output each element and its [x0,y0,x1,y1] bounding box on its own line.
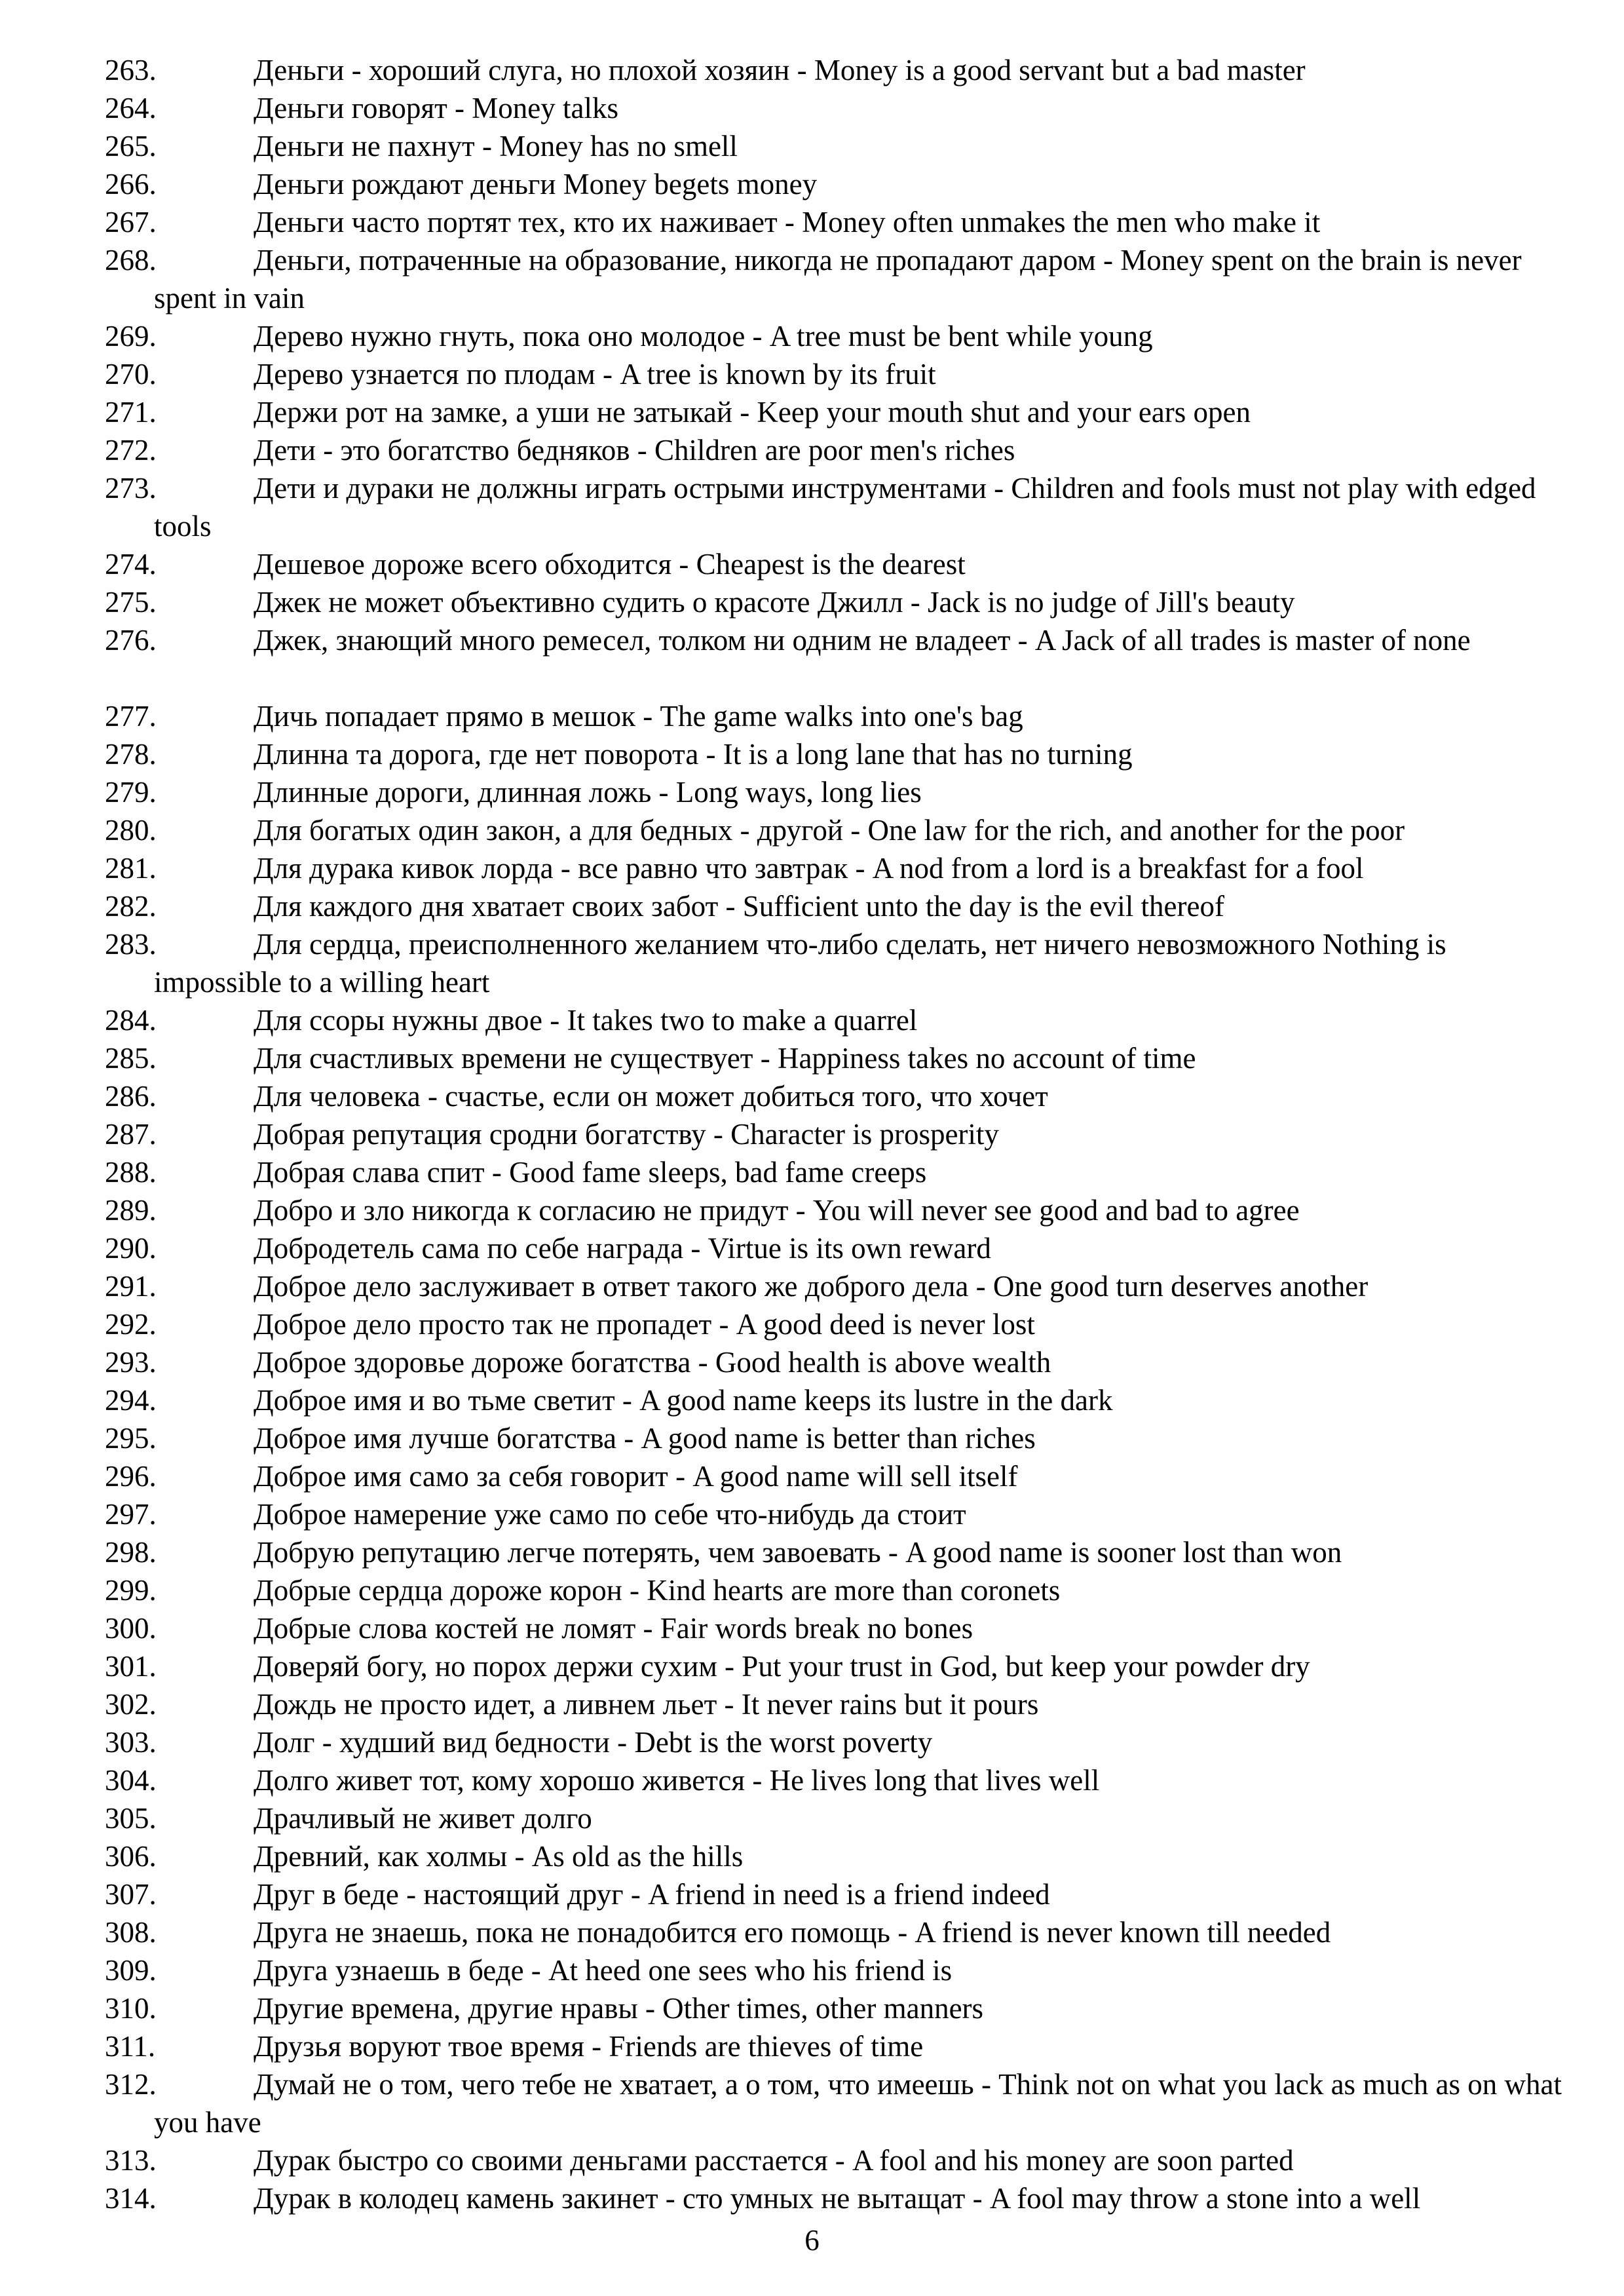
list-item [105,1989,1579,2027]
entry-text: Древний, как холмы - As old as the hills [254,1840,744,1873]
entry-text: Дешевое дороже всего обходится - Cheapest is the dearest [254,548,966,581]
entry-text: Деньги говорят - Money talks [254,92,618,124]
entry-number: 263. [105,54,157,86]
entry-number: 311. [105,2030,156,2063]
entry-number: 299. [105,1574,157,1607]
entry-number: 266. [105,168,157,201]
list-item [105,735,1579,773]
list-item [105,393,1579,431]
list-item [105,1609,1579,1647]
entry-text: Джек не может объективно судить о красоте Джилл - Jack is no judge of Jill's beauty [254,586,1295,619]
entry-number: 305. [105,1802,157,1835]
entry-text: Дети - это богатство бедняков - Children are poor men's riches [254,434,1015,467]
entry-number: 306. [105,1840,157,1873]
list-item [105,2141,1579,2179]
list-item [105,1495,1579,1533]
list-item [105,1685,1579,1723]
entry-text: Добрые слова костей не ломят - Fair words break no bones [254,1612,973,1645]
list-item [105,1419,1579,1457]
list-item [105,1571,1579,1609]
entry-number: 281. [105,852,157,885]
list-item [105,1267,1579,1305]
list-item [105,317,1579,355]
entry-number: 313. [105,2144,157,2177]
entry-number: 271. [105,396,157,429]
entry-number: 293. [105,1346,157,1379]
entry-text: Для каждого дня хватает своих забот - Sufficient unto the day is the evil thereof [254,890,1224,923]
entry-text: Для человека - счастье, если он может добиться того, что хочет [254,1080,1048,1113]
entry-number: 310. [105,1992,157,2025]
entry-text: Деньги - хороший слуга, но плохой хозяин - Money is a good servant but a bad master [254,54,1306,86]
entry-text: Другие времена, другие нравы - Other times, other manners [254,1992,984,2025]
entry-text: Джек, знающий много ремесел, толком ни одним не владеет - A Jack of all trades is master of none [254,624,1471,657]
entry-text: Деньги не пахнут - Money has no smell [254,130,738,163]
list-item [105,1799,1579,1837]
entry-number: 267. [105,206,157,239]
list-item [105,1951,1579,1989]
entry-number: 312. [105,2068,157,2101]
list-item [105,1077,1579,1115]
list-item [105,887,1579,925]
entry-text: Друзья воруют твое время - Friends are thieves of time [254,2030,924,2063]
entry-text: Дичь попадает прямо в мешок - The game walks into one's bag [254,700,1023,733]
entry-text: Доброе дело заслуживает в ответ такого же доброго дела - One good turn deserves another [254,1270,1369,1303]
entry-text: Добродетель сама по себе награда - Virtue is its own reward [254,1232,991,1265]
entry-text: Длинна та дорога, где нет поворота - It is a long lane that has no turning [254,738,1133,771]
list-item [105,1115,1579,1153]
page-number: 6 [804,2224,820,2257]
entry-text: Дурак в колодец камень закинет - сто умных не вытащат - A fool may throw a stone into a well [254,2182,1421,2215]
entry-number: 303. [105,1726,157,1759]
entry-text: Для счастливых времени не существует - Happiness takes no account of time [254,1042,1196,1075]
entry-text: Добрая слава спит - Good fame sleeps, bad fame creeps [254,1156,927,1189]
entry-number: 275. [105,586,157,619]
entry-text: Друг в беде - настоящий друг - A friend in need is a friend indeed [254,1878,1050,1911]
entry-number: 276. [105,624,157,657]
list-item [105,925,1579,1001]
entry-number: 283. [105,928,157,961]
list-item [105,1875,1579,1913]
entry-number: 298. [105,1536,157,1569]
entry-number: 264. [105,92,157,124]
list-item [105,51,1579,89]
entry-number: 285. [105,1042,157,1075]
list-item [105,1761,1579,1799]
entry-text: Друга узнаешь в беде - At heed one sees who his friend is [254,1954,953,1987]
entry-number: 289. [105,1194,157,1227]
entry-text: Думай не о том, чего тебе не хватает, а о том, что имеешь - Think not on what you lack as much as on what you have [154,2068,1562,2139]
entry-number: 272. [105,434,157,467]
entry-text: Доброе имя лучше богатства - A good name is better than riches [254,1422,1036,1455]
entry-number: 307. [105,1878,157,1911]
entry-text: Для богатых один закон, а для бедных - другой - One law for the rich, and another for the poor [254,814,1405,847]
entry-text: Дети и дураки не должны играть острыми инструментами - Children and fools must not play with edged tools [154,472,1536,543]
entry-text: Доверяй богу, но порох держи сухим - Put your trust in God, but keep your powder dry [254,1650,1310,1683]
entry-text: Доброе имя само за себя говорит - A good name will sell itself [254,1460,1018,1493]
list-item [105,1153,1579,1191]
list-item [105,1381,1579,1419]
list-item [105,1647,1579,1685]
list-item [105,545,1579,583]
list-item [105,355,1579,393]
list-item [105,697,1579,735]
entry-text: Драчливый не живет долго [254,1802,592,1835]
list-item [105,127,1579,165]
entry-number: 273. [105,472,157,505]
entry-text: Добро и зло никогда к согласию не придут - You will never see good and bad to agree [254,1194,1300,1227]
entry-number: 294. [105,1384,157,1417]
entry-text: Доброе здоровье дороже богатства - Good health is above wealth [254,1346,1051,1379]
list-item [105,849,1579,887]
list-item [105,2065,1579,2141]
entry-text: Деньги часто портят тех, кто их наживает - Money often unmakes the men who make it [254,206,1321,239]
entry-number: 302. [105,1688,157,1721]
entry-text: Дождь не просто идет, а ливнем льет - It never rains but it pours [254,1688,1039,1721]
list-item [105,431,1579,469]
entry-number: 284. [105,1004,157,1037]
list-item [105,89,1579,127]
list-item [105,621,1579,659]
entry-number: 297. [105,1498,157,1531]
entry-number: 269. [105,320,157,353]
entry-text: Деньги, потраченные на образование, никогда не пропадают даром - Money spent on the brain is never spent in vain [154,244,1522,315]
entry-text: Доброе намерение уже само по себе что-нибудь да стоит [254,1498,966,1531]
entry-number: 282. [105,890,157,923]
entry-number: 314. [105,2182,157,2215]
list-item [105,1001,1579,1039]
list-item [105,1913,1579,1951]
entry-number: 268. [105,244,157,277]
entry-number: 280. [105,814,157,847]
list-item [105,241,1579,317]
list-item [105,773,1579,811]
list-item [105,583,1579,621]
entry-number: 270. [105,358,157,391]
list-item [105,165,1579,203]
list-item [105,1229,1579,1267]
entry-text: Добрая репутация сродни богатству - Character is prosperity [254,1118,999,1151]
list-item [105,1191,1579,1229]
entry-text: Доброе имя и во тьме светит - A good name keeps its lustre in the dark [254,1384,1113,1417]
entry-text: Друга не знаешь, пока не понадобится его помощь - A friend is never known till needed [254,1916,1331,1949]
entry-text: Дерево узнается по плодам - A tree is known by its fruit [254,358,936,391]
list-item [105,469,1579,545]
entry-text: Для сердца, преисполненного желанием что-либо сделать, нет ничего невозможного Nothing is impossible to a willing heart [154,928,1446,999]
list-item [105,1305,1579,1343]
entry-number: 279. [105,776,157,809]
entry-number: 301. [105,1650,157,1683]
list-item [105,1533,1579,1571]
list-item [105,2179,1579,2217]
entry-number: 265. [105,130,157,163]
entry-number: 295. [105,1422,157,1455]
entry-number: 288. [105,1156,157,1189]
entry-number: 292. [105,1308,157,1341]
list-item [105,1343,1579,1381]
entry-text: Долг - худший вид бедности - Debt is the worst poverty [254,1726,933,1759]
entry-text: Дурак быстро со своими деньгами расстается - A fool and his money are soon parted [254,2144,1294,2177]
entry-number: 296. [105,1460,157,1493]
list-item [105,1837,1579,1875]
entry-number: 309. [105,1954,157,1987]
entry-text: Доброе дело просто так не пропадет - A good deed is never lost [254,1308,1035,1341]
entry-text: Долго живет тот, кому хорошо живется - He lives long that lives well [254,1764,1100,1797]
entry-text: Добрые сердца дороже корон - Kind hearts are more than coronets [254,1574,1061,1607]
list-item [105,203,1579,241]
entry-number: 291. [105,1270,157,1303]
list-item [105,811,1579,849]
list-item [105,1039,1579,1077]
entry-text: Держи рот на замке, а уши не затыкай - Keep your mouth shut and your ears open [254,396,1251,429]
entry-number: 278. [105,738,157,771]
entry-number: 287. [105,1118,157,1151]
entry-text: Добрую репутацию легче потерять, чем завоевать - A good name is sooner lost than won [254,1536,1342,1569]
entry-number: 290. [105,1232,157,1265]
entry-number: 300. [105,1612,157,1645]
entry-text: Дерево нужно гнуть, пока оно молодое - A tree must be bent while young [254,320,1153,353]
entry-text: Для дурака кивок лорда - все равно что завтрак - A nod from a lord is a breakfast for a fool [254,852,1364,885]
entry-number: 304. [105,1764,157,1797]
entry-text: Для ссоры нужны двое - It takes two to make a quarrel [254,1004,918,1037]
entry-text: Длинные дороги, длинная ложь - Long ways, long lies [254,776,922,809]
entry-number: 308. [105,1916,157,1949]
list-item [105,1723,1579,1761]
entry-text: Деньги рождают деньги Money begets money [254,168,818,201]
list-item [105,1457,1579,1495]
entry-number: 286. [105,1080,157,1113]
list-item [105,2027,1579,2065]
entry-number: 274. [105,548,157,581]
entry-number: 277. [105,700,157,733]
